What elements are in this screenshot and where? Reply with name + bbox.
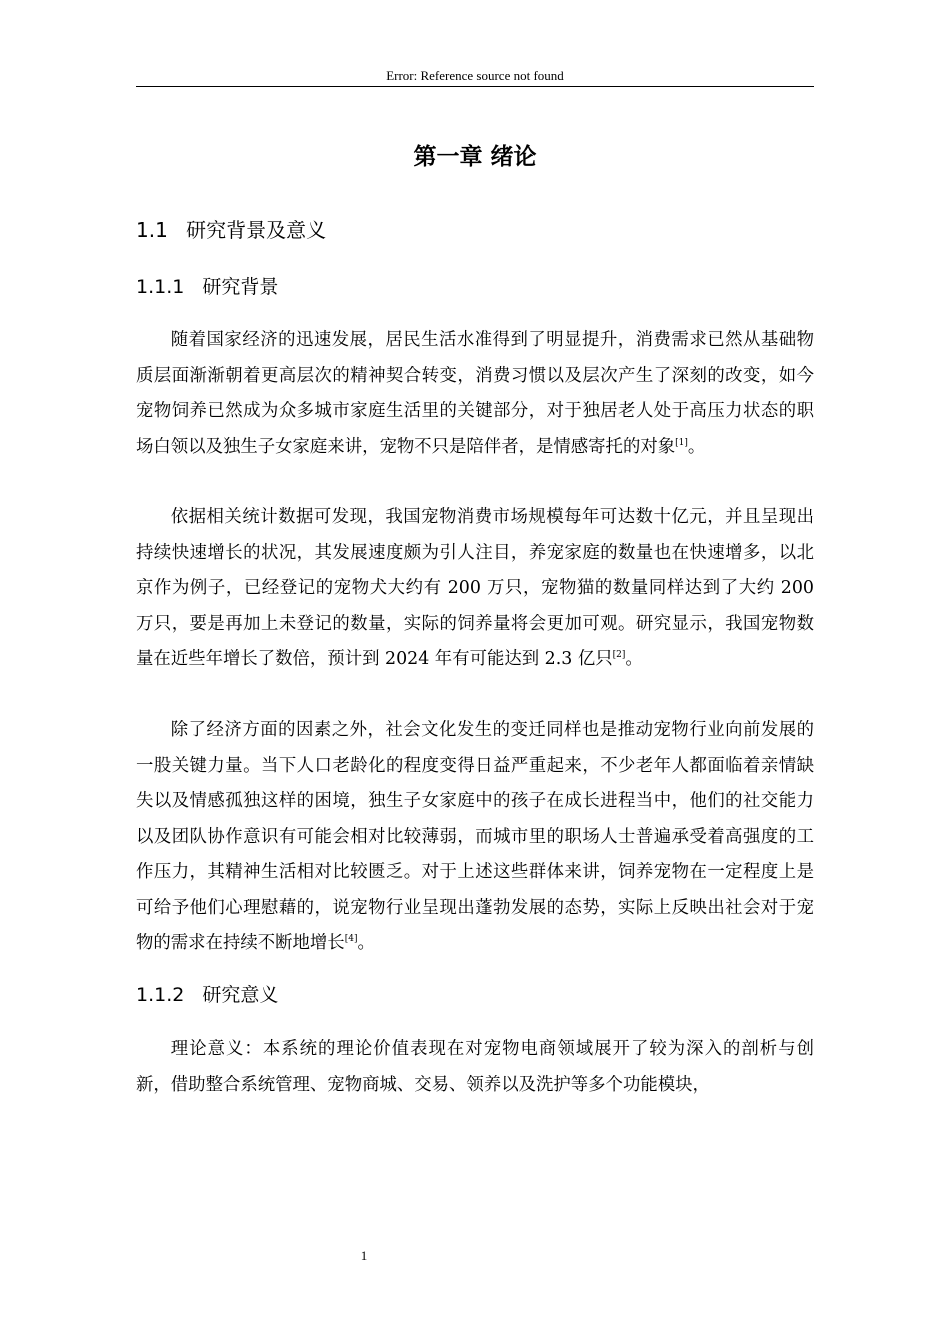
paragraph-text: 依据相关统计数据可发现，我国宠物消费市场规模每年可达数十亿元，并且呈现出持续快速增长的状况，其发展速度颇为引人注目，养宠家庭的数量也在快速增多，以北京作为例子，已经登记的宠物犬大约有 200 万只，宠物猫的数量同样达到了大约 200 万只，要是再加上未登记的数量，实际的饲养量将会更加可观。研究显示，我国宠物数量在近些年增长了数倍，预计到 2024 年有可能达到 2.3 亿只 (136, 507, 814, 669)
citation-ref: [2] (612, 650, 626, 660)
subsection-title: 研究背景 (202, 276, 279, 298)
subsection-number: 1.1.2 (136, 984, 185, 1006)
section-number: 1.1 (136, 218, 168, 242)
paragraph-text: 理论意义：本系统的理论价值表现在对宠物电商领域展开了较为深入的剖析与创新，借助整合系统管理、宠物商城、交易、领养以及洗护等多个功能模块， (136, 1039, 814, 1095)
paragraph-background-3 (136, 713, 814, 962)
citation-ref: [1] (675, 437, 688, 448)
paragraph-end: 。 (625, 649, 643, 669)
subsection-number: 1.1.1 (136, 276, 185, 298)
subsection-title: 研究意义 (202, 984, 279, 1006)
paragraph-background-1 (136, 323, 814, 465)
paragraph-significance-1 (136, 1032, 814, 1103)
subsection-heading-1-1-2 (136, 980, 278, 1007)
section-title: 研究背景及意义 (186, 218, 327, 242)
paragraph-text: 除了经济方面的因素之外，社会文化发生的变迁同样也是推动宠物行业向前发展的一股关键力量。当下人口老龄化的程度变得日益严重起来，不少老年人都面临着亲情缺失以及情感孤独这样的困境，独生子女家庭中的孩子在成长进程当中，他们的社交能力以及团队协作意识有可能会相对比较薄弱，而城市里的职场人士普遍承受着高强度的工作压力，其精神生活相对比较匮乏。对于上述这些群体来讲，饲养宠物在一定程度上是可给予他们心理慰藉的，说宠物行业呈现出蓬勃发展的态势，实际上反映出社会对于宠物的需求在持续不断地增长 (136, 720, 814, 953)
paragraph-end: 。 (357, 933, 375, 953)
page-number: 1 (360, 1248, 368, 1263)
paragraph-text: 随着国家经济的迅速发展，居民生活水准得到了明显提升，消费需求已然从基础物质层面渐渐朝着更高层次的精神契合转变，消费习惯以及层次产生了深刻的改变，如今宠物饲养已然成为众多城市家庭生活里的关键部分，对于独居老人处于高压力状态的职场白领以及独生子女家庭来讲，宠物不只是陪伴者，是情感寄托的对象 (136, 330, 814, 457)
section-heading-1-1 (136, 214, 326, 243)
paragraph-end: 。 (687, 436, 706, 457)
chapter-title: 第一章 绪论 (413, 144, 537, 170)
header-text: Error: Reference source not found (386, 68, 564, 83)
citation-ref: [4] (344, 934, 358, 944)
header-divider (136, 86, 814, 87)
paragraph-background-2 (136, 500, 814, 678)
subsection-heading-1-1-1 (136, 272, 278, 299)
